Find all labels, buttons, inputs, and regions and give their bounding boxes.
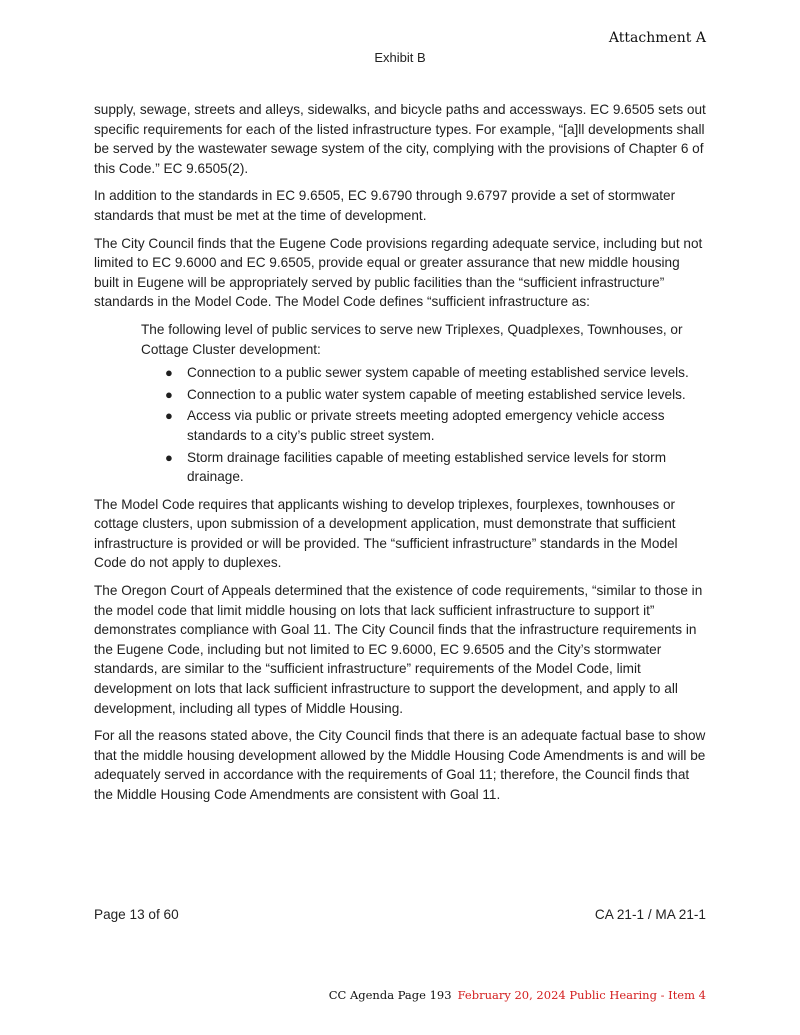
list-item xyxy=(165,448,707,487)
list-item-text: Connection to a public water system capable of meeting established service levels. xyxy=(187,386,686,402)
page-number: Page 13 of 60 xyxy=(94,907,179,922)
list-item xyxy=(165,406,707,445)
paragraph: For all the reasons stated above, the City Council finds that there is an adequate factual base to show that the middle housing development allowed by the Middle Housing Code Amendments is and will be adequately served in accordance with the requirements of Goal 11; therefore, the Council finds that the Middle Housing Code Amendments are consistent with Goal 11. xyxy=(94,728,706,802)
list-item xyxy=(165,385,707,405)
paragraph: The City Council finds that the Eugene Code provisions regarding adequate service, including but not limited to EC 9.6000 and EC 9.6505, provide equal or greater assurance that new middle housing built in Eugene will be appropriately served by public facilities than the “sufficient infrastructure” standards in the Model Code. The Model Code defines “sufficient infrastructure as: xyxy=(94,235,703,310)
paragraph: The Oregon Court of Appeals determined that the existence of code requirements, “similar to those in the model code that limit middle housing on lots that lack sufficient infrastructure to support it” demonstrates compliance with Goal 11. The City Council finds that the infrastructure requirements in the Eugene Code, including but not limited to EC 9.6000, EC 9.6505 and the City’s stormwater standards, are similar to the “sufficient infrastructure” requirements of the Model Code, limit development on lots that lack sufficient infrastructure to support the development, and apply to all development, including all types of Middle Housing. xyxy=(94,583,703,716)
bullet-icon: ● xyxy=(165,386,173,402)
exhibit-label: Exhibit B xyxy=(374,50,426,65)
list-item-text: Storm drainage facilities capable of meeting established service levels for storm drainage. xyxy=(187,449,667,485)
hearing-label: February 20, 2024 Public Hearing - Item 4 xyxy=(457,988,706,1002)
bullet-icon: ● xyxy=(165,365,173,381)
quote-intro: The following level of public services to serve new Triplexes, Quadplexes, Townhouses, or Cottage Cluster development: xyxy=(141,321,683,357)
list-item-text: Access via public or private streets meeting adopted emergency vehicle access standards to a city’s public street system. xyxy=(187,408,665,443)
bullet-icon: ● xyxy=(165,449,173,465)
document-body xyxy=(94,100,707,813)
attachment-label: Attachment A xyxy=(608,30,706,46)
case-number: CA 21-1 / MA 21-1 xyxy=(594,907,706,922)
agenda-page-label: CC Agenda Page 193 xyxy=(328,988,452,1002)
list-item-text: Connection to a public sewer system capable of meeting established service levels. xyxy=(187,365,689,381)
list-item xyxy=(165,363,707,383)
paragraph: supply, sewage, streets and alleys, sidewalks, and bicycle paths and accessways. EC 9.6505 sets out specific requirements for each of the listed infrastructure types. For example, “[a]ll developments shall be served by the wastewater sewage system of the city, complying with the provisions of Chapter 6 of this Code.” EC 9.6505(2). xyxy=(94,102,706,176)
bullet-icon: ● xyxy=(165,408,173,424)
agenda-footer xyxy=(329,988,706,1002)
block-quote xyxy=(141,320,707,487)
paragraph: In addition to the standards in EC 9.6505, EC 9.6790 through 9.6797 provide a set of stormwater standards that must be met at the time of development. xyxy=(94,188,676,223)
paragraph: The Model Code requires that applicants wishing to develop triplexes, fourplexes, townhouses or cottage clusters, upon submission of a development application, must demonstrate that sufficient infrastructure is provided or will be provided. The “sufficient infrastructure” standards in the Model Code do not apply to duplexes. xyxy=(94,496,678,571)
bullet-list xyxy=(141,363,707,487)
